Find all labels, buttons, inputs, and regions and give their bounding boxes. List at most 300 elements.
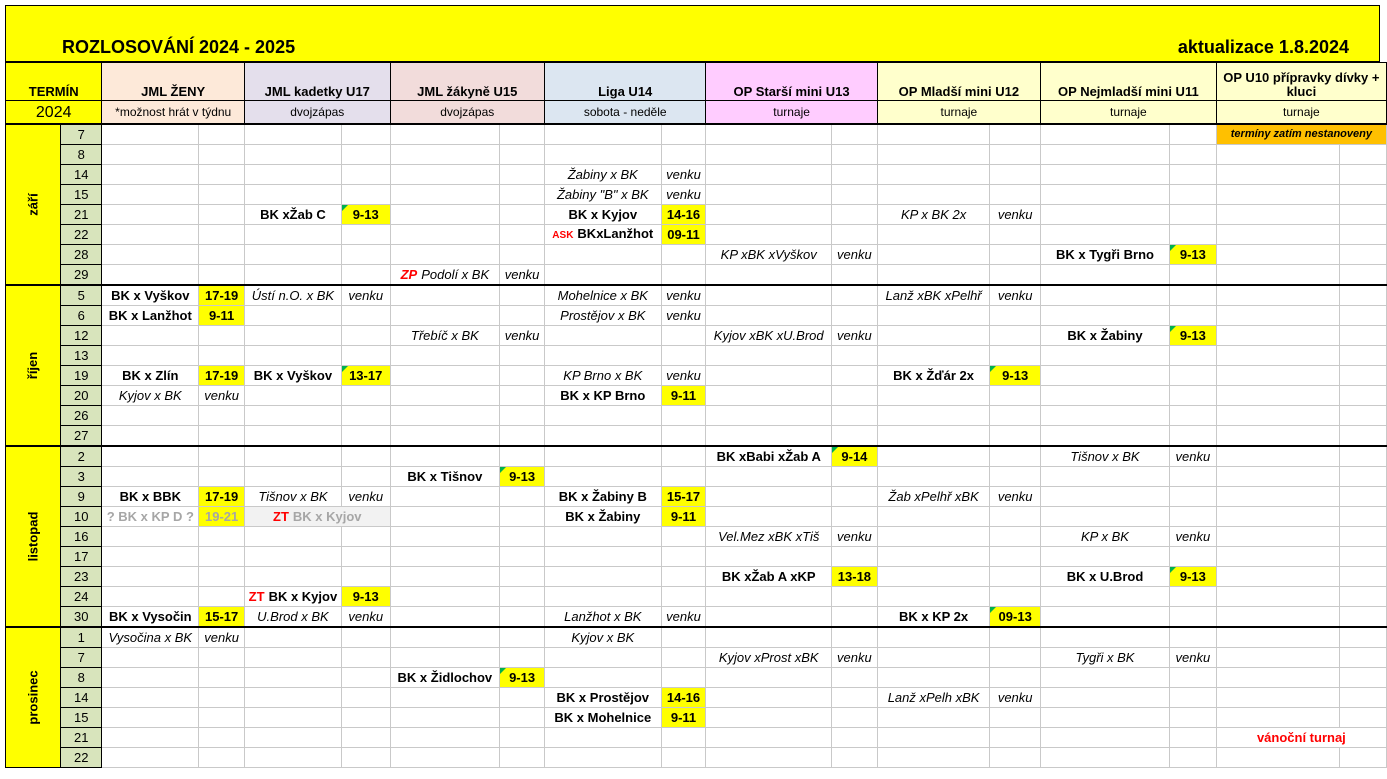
time-cell bbox=[990, 306, 1041, 326]
time-cell bbox=[990, 627, 1041, 648]
time-cell bbox=[500, 366, 545, 386]
match-cell bbox=[102, 708, 199, 728]
time-cell bbox=[199, 748, 245, 768]
match-cell bbox=[390, 285, 500, 306]
match-cell bbox=[245, 346, 342, 366]
match-cell bbox=[544, 346, 661, 366]
time-cell: 17-19 bbox=[199, 285, 245, 306]
match-cell bbox=[706, 386, 832, 406]
match-cell bbox=[544, 326, 661, 346]
match-text: Vysočina x BK bbox=[108, 630, 193, 645]
column-header: JML žákyně U15 bbox=[390, 63, 544, 101]
month-name: prosinec bbox=[25, 670, 41, 725]
time-cell bbox=[1340, 668, 1387, 688]
match-cell bbox=[877, 185, 990, 205]
time-cell bbox=[1170, 487, 1217, 507]
match-cell bbox=[877, 507, 990, 527]
time-cell bbox=[1340, 507, 1387, 527]
match-cell bbox=[706, 527, 832, 547]
match-cell bbox=[245, 386, 342, 406]
time-cell bbox=[341, 426, 390, 447]
match-cell bbox=[245, 366, 342, 386]
match-text: Podolí x BK bbox=[421, 267, 490, 282]
match-cell bbox=[390, 708, 500, 728]
match-cell bbox=[706, 688, 832, 708]
match-cell bbox=[1040, 567, 1169, 587]
match-cell bbox=[245, 124, 342, 145]
time-cell bbox=[199, 326, 245, 346]
date-cell: 26 bbox=[61, 406, 102, 426]
time-cell: 19-21 bbox=[199, 507, 245, 527]
time-cell bbox=[1170, 507, 1217, 527]
time-cell bbox=[1340, 145, 1387, 165]
match-cell bbox=[544, 587, 661, 607]
match-cell bbox=[544, 225, 661, 245]
month-name: září bbox=[25, 193, 41, 216]
time-cell: 9-11 bbox=[199, 306, 245, 326]
time-cell bbox=[832, 346, 878, 366]
match-cell bbox=[1040, 708, 1169, 728]
time-cell bbox=[832, 306, 878, 326]
match-cell bbox=[245, 165, 342, 185]
time-cell: venku bbox=[1170, 648, 1217, 668]
time-cell bbox=[1340, 205, 1387, 225]
date-cell: 7 bbox=[61, 124, 102, 145]
time-cell bbox=[1340, 547, 1387, 567]
match-cell bbox=[102, 728, 199, 748]
time-cell bbox=[1340, 446, 1387, 467]
match-text: U.Brod x BK bbox=[257, 609, 329, 624]
match-text: BK x U.Brod bbox=[1066, 569, 1144, 584]
time-cell bbox=[990, 124, 1041, 145]
time-cell bbox=[1340, 748, 1387, 768]
time-cell bbox=[341, 527, 390, 547]
match-cell bbox=[102, 406, 199, 426]
match-text: KP x BK 2x bbox=[900, 207, 967, 222]
match-cell bbox=[1040, 124, 1169, 145]
match-cell bbox=[877, 627, 990, 648]
match-tag: ASK bbox=[552, 230, 574, 241]
time-cell bbox=[500, 406, 545, 426]
match-cell bbox=[102, 527, 199, 547]
time-cell bbox=[990, 185, 1041, 205]
match-cell bbox=[1040, 728, 1169, 748]
date-cell: 27 bbox=[61, 426, 102, 447]
column-subheader: dvojzápas bbox=[390, 101, 544, 125]
time-cell bbox=[1170, 185, 1217, 205]
match-cell bbox=[877, 487, 990, 507]
match-cell bbox=[1040, 145, 1169, 165]
time-cell bbox=[1340, 406, 1387, 426]
match-text: BK x Mohelnice bbox=[554, 710, 652, 725]
time-cell bbox=[1170, 306, 1217, 326]
time-cell bbox=[1340, 607, 1387, 628]
time-cell bbox=[1340, 467, 1387, 487]
time-cell bbox=[199, 648, 245, 668]
subheader-row bbox=[6, 101, 1387, 125]
column-subheader: turnaje bbox=[1040, 101, 1216, 125]
time-cell bbox=[341, 467, 390, 487]
time-cell bbox=[341, 185, 390, 205]
time-cell bbox=[832, 386, 878, 406]
match-cell bbox=[877, 748, 990, 768]
date-cell: 8 bbox=[61, 668, 102, 688]
match-cell bbox=[245, 648, 342, 668]
time-cell bbox=[341, 668, 390, 688]
match-cell bbox=[877, 145, 990, 165]
match-cell bbox=[877, 547, 990, 567]
match-text: ? BK x KP D ? bbox=[106, 509, 194, 524]
date-cell: 21 bbox=[61, 205, 102, 225]
date-cell: 14 bbox=[61, 688, 102, 708]
match-cell bbox=[245, 245, 342, 265]
match-text: Kyjov x BK bbox=[118, 388, 182, 403]
time-cell bbox=[500, 648, 545, 668]
time-cell: venku bbox=[661, 165, 706, 185]
match-cell bbox=[706, 547, 832, 567]
match-cell bbox=[1216, 446, 1339, 467]
match-cell bbox=[877, 165, 990, 185]
match-cell bbox=[544, 467, 661, 487]
table-row bbox=[6, 265, 1387, 286]
match-text: BK x Žabiny bbox=[1067, 328, 1143, 343]
match-text: BK x Zlín bbox=[122, 368, 179, 383]
time-cell bbox=[990, 145, 1041, 165]
date-cell: 28 bbox=[61, 245, 102, 265]
time-cell: venku bbox=[1170, 446, 1217, 467]
time-cell bbox=[500, 688, 545, 708]
time-cell bbox=[832, 547, 878, 567]
time-cell bbox=[661, 728, 706, 748]
time-cell bbox=[1340, 627, 1387, 648]
time-cell bbox=[1170, 386, 1217, 406]
match-text: BK x KP 2x bbox=[899, 609, 969, 624]
match-cell bbox=[877, 205, 990, 225]
time-cell bbox=[661, 668, 706, 688]
table-row bbox=[6, 446, 1387, 467]
match-cell bbox=[877, 668, 990, 688]
match-text: Lanž xBK xPelhř bbox=[885, 288, 982, 303]
date-cell: 20 bbox=[61, 386, 102, 406]
time-cell bbox=[341, 245, 390, 265]
match-cell bbox=[544, 406, 661, 426]
match-cell bbox=[1040, 225, 1169, 245]
time-cell: venku bbox=[661, 366, 706, 386]
match-cell bbox=[245, 467, 342, 487]
time-cell bbox=[500, 627, 545, 648]
match-text: BK x Prostějov bbox=[556, 690, 650, 705]
time-cell: venku bbox=[990, 688, 1041, 708]
date-cell: 16 bbox=[61, 527, 102, 547]
match-cell bbox=[1216, 748, 1339, 768]
time-cell bbox=[661, 547, 706, 567]
match-cell bbox=[1040, 165, 1169, 185]
time-cell bbox=[341, 567, 390, 587]
time-cell bbox=[661, 467, 706, 487]
time-cell bbox=[341, 225, 390, 245]
time-cell bbox=[832, 366, 878, 386]
match-text: Vel.Mez xBK xTiš bbox=[718, 529, 820, 544]
match-text: BK x Žabiny B bbox=[558, 489, 647, 504]
match-cell bbox=[544, 547, 661, 567]
match-cell bbox=[390, 507, 500, 527]
match-cell bbox=[245, 487, 342, 507]
time-cell bbox=[341, 748, 390, 768]
time-cell bbox=[832, 225, 878, 245]
match-cell bbox=[1216, 728, 1386, 748]
table-row bbox=[6, 467, 1387, 487]
time-cell: 13-18 bbox=[832, 567, 878, 587]
match-text: Tišnov x BK bbox=[1070, 449, 1140, 464]
match-cell bbox=[1216, 124, 1386, 145]
match-cell bbox=[544, 426, 661, 447]
time-cell: venku bbox=[1170, 527, 1217, 547]
match-cell bbox=[390, 366, 500, 386]
time-cell bbox=[990, 426, 1041, 447]
time-cell bbox=[500, 205, 545, 225]
match-cell bbox=[102, 225, 199, 245]
match-cell bbox=[706, 205, 832, 225]
time-cell bbox=[1340, 708, 1387, 728]
match-cell bbox=[706, 426, 832, 447]
time-cell bbox=[199, 527, 245, 547]
match-cell bbox=[390, 185, 500, 205]
match-cell bbox=[245, 507, 391, 527]
table-row bbox=[6, 386, 1387, 406]
match-cell bbox=[102, 587, 199, 607]
time-cell bbox=[500, 607, 545, 628]
match-cell bbox=[1216, 708, 1339, 728]
time-cell bbox=[661, 748, 706, 768]
time-cell bbox=[990, 386, 1041, 406]
time-cell bbox=[199, 185, 245, 205]
match-cell bbox=[1040, 185, 1169, 205]
table-row bbox=[6, 728, 1387, 748]
match-cell bbox=[706, 326, 832, 346]
time-cell bbox=[1170, 627, 1217, 648]
time-cell bbox=[199, 225, 245, 245]
month-label bbox=[6, 446, 61, 627]
time-cell bbox=[1170, 124, 1217, 145]
match-cell bbox=[390, 728, 500, 748]
time-cell bbox=[341, 446, 390, 467]
time-cell bbox=[832, 627, 878, 648]
time-cell bbox=[661, 648, 706, 668]
match-cell bbox=[877, 265, 990, 286]
time-cell bbox=[661, 145, 706, 165]
match-cell bbox=[544, 688, 661, 708]
match-cell bbox=[102, 245, 199, 265]
time-cell: 09-11 bbox=[661, 225, 706, 245]
column-header: JML kadetky U17 bbox=[245, 63, 391, 101]
match-cell bbox=[877, 366, 990, 386]
match-cell bbox=[1216, 587, 1339, 607]
match-cell bbox=[102, 627, 199, 648]
match-text: KP Brno x BK bbox=[563, 368, 643, 383]
time-cell bbox=[199, 346, 245, 366]
match-cell bbox=[390, 346, 500, 366]
time-cell bbox=[1340, 426, 1387, 447]
match-text: termíny zatím nestanoveny bbox=[1230, 128, 1372, 140]
match-cell bbox=[390, 225, 500, 245]
time-cell: 13-17 bbox=[341, 366, 390, 386]
time-cell bbox=[661, 426, 706, 447]
table-row bbox=[6, 185, 1387, 205]
match-text: Tygři x BK bbox=[1075, 650, 1135, 665]
time-cell bbox=[199, 688, 245, 708]
match-cell bbox=[245, 587, 342, 607]
time-cell bbox=[832, 668, 878, 688]
time-cell bbox=[199, 547, 245, 567]
match-cell bbox=[390, 245, 500, 265]
time-cell bbox=[1170, 205, 1217, 225]
match-cell bbox=[706, 124, 832, 145]
match-cell bbox=[706, 708, 832, 728]
match-cell bbox=[544, 708, 661, 728]
match-text: Ústí n.O. x BK bbox=[251, 288, 335, 303]
time-cell bbox=[341, 547, 390, 567]
match-cell bbox=[390, 406, 500, 426]
match-cell bbox=[544, 245, 661, 265]
match-cell bbox=[706, 285, 832, 306]
time-cell bbox=[990, 547, 1041, 567]
match-cell bbox=[877, 245, 990, 265]
match-text: Lanžhot x BK bbox=[564, 609, 642, 624]
match-cell bbox=[706, 265, 832, 286]
termin-header: TERMÍN bbox=[6, 63, 102, 101]
table-row bbox=[6, 225, 1387, 245]
time-cell bbox=[832, 748, 878, 768]
match-cell bbox=[390, 567, 500, 587]
table-row bbox=[6, 587, 1387, 607]
match-text: BK x Kyjov bbox=[568, 207, 638, 222]
match-text: BK x Vysočin bbox=[109, 609, 192, 624]
time-cell bbox=[341, 124, 390, 145]
table-row bbox=[6, 426, 1387, 447]
time-cell: 9-13 bbox=[1170, 326, 1217, 346]
match-cell bbox=[245, 205, 342, 225]
match-text: Žabiny "B" x BK bbox=[556, 187, 649, 202]
match-text: BK x KP Brno bbox=[560, 388, 646, 403]
match-cell bbox=[877, 607, 990, 628]
table-row bbox=[6, 145, 1387, 165]
match-cell bbox=[1216, 265, 1339, 286]
match-text: KP x BK bbox=[1081, 529, 1129, 544]
match-cell bbox=[877, 446, 990, 467]
time-cell: venku bbox=[500, 326, 545, 346]
time-cell bbox=[1170, 547, 1217, 567]
match-cell bbox=[706, 487, 832, 507]
column-subheader: sobota - neděle bbox=[544, 101, 705, 125]
match-text: Kyjov xProst xBK bbox=[718, 650, 819, 665]
time-cell bbox=[1340, 487, 1387, 507]
table-row bbox=[6, 567, 1387, 587]
match-cell bbox=[1040, 446, 1169, 467]
match-cell bbox=[877, 326, 990, 346]
table-row bbox=[6, 507, 1387, 527]
match-cell bbox=[1040, 527, 1169, 547]
match-cell bbox=[102, 467, 199, 487]
match-cell bbox=[1040, 648, 1169, 668]
date-cell: 22 bbox=[61, 748, 102, 768]
match-cell bbox=[1216, 668, 1339, 688]
match-text: BK x Vyškov bbox=[253, 368, 333, 383]
match-cell bbox=[245, 446, 342, 467]
time-cell bbox=[199, 467, 245, 487]
date-cell: 15 bbox=[61, 708, 102, 728]
date-cell: 15 bbox=[61, 185, 102, 205]
match-cell bbox=[1216, 205, 1339, 225]
time-cell: venku bbox=[832, 245, 878, 265]
match-cell bbox=[706, 627, 832, 648]
match-cell bbox=[390, 326, 500, 346]
time-cell: venku bbox=[500, 265, 545, 286]
match-cell bbox=[544, 165, 661, 185]
match-cell bbox=[102, 446, 199, 467]
match-cell bbox=[706, 507, 832, 527]
match-cell bbox=[1040, 668, 1169, 688]
match-cell bbox=[544, 205, 661, 225]
time-cell bbox=[832, 587, 878, 607]
match-cell bbox=[102, 748, 199, 768]
match-text: Kyjov x BK bbox=[571, 630, 635, 645]
match-cell bbox=[1040, 627, 1169, 648]
match-cell bbox=[102, 668, 199, 688]
time-cell bbox=[500, 225, 545, 245]
match-cell bbox=[1216, 285, 1339, 306]
match-cell bbox=[102, 607, 199, 628]
match-cell bbox=[544, 124, 661, 145]
match-cell bbox=[102, 567, 199, 587]
match-cell bbox=[1216, 648, 1339, 668]
match-cell bbox=[245, 627, 342, 648]
time-cell bbox=[1170, 225, 1217, 245]
column-header: OP Nejmladší mini U11 bbox=[1040, 63, 1216, 101]
match-cell bbox=[544, 285, 661, 306]
match-text: vánoční turnaj bbox=[1256, 730, 1346, 745]
title-banner bbox=[5, 5, 1380, 62]
match-cell bbox=[1040, 205, 1169, 225]
time-cell bbox=[661, 346, 706, 366]
match-cell bbox=[877, 406, 990, 426]
update-date: aktualizace 1.8.2024 bbox=[1177, 37, 1349, 57]
time-cell bbox=[199, 728, 245, 748]
date-cell: 8 bbox=[61, 145, 102, 165]
date-cell: 22 bbox=[61, 225, 102, 245]
table-row bbox=[6, 124, 1387, 145]
match-text: Žab xPelhř xBK bbox=[888, 489, 979, 504]
table-row bbox=[6, 607, 1387, 628]
match-cell bbox=[102, 487, 199, 507]
time-cell bbox=[1340, 587, 1387, 607]
match-text: KP xBK xVyškov bbox=[720, 247, 817, 262]
time-cell bbox=[990, 245, 1041, 265]
match-cell bbox=[245, 668, 342, 688]
match-cell bbox=[245, 406, 342, 426]
time-cell bbox=[661, 627, 706, 648]
date-cell: 9 bbox=[61, 487, 102, 507]
match-cell bbox=[877, 527, 990, 547]
time-cell bbox=[500, 527, 545, 547]
match-cell bbox=[877, 708, 990, 728]
match-cell bbox=[1216, 346, 1339, 366]
match-cell bbox=[1040, 688, 1169, 708]
time-cell: 9-11 bbox=[661, 507, 706, 527]
match-cell bbox=[1040, 366, 1169, 386]
time-cell bbox=[832, 265, 878, 286]
match-cell bbox=[544, 567, 661, 587]
time-cell bbox=[199, 124, 245, 145]
